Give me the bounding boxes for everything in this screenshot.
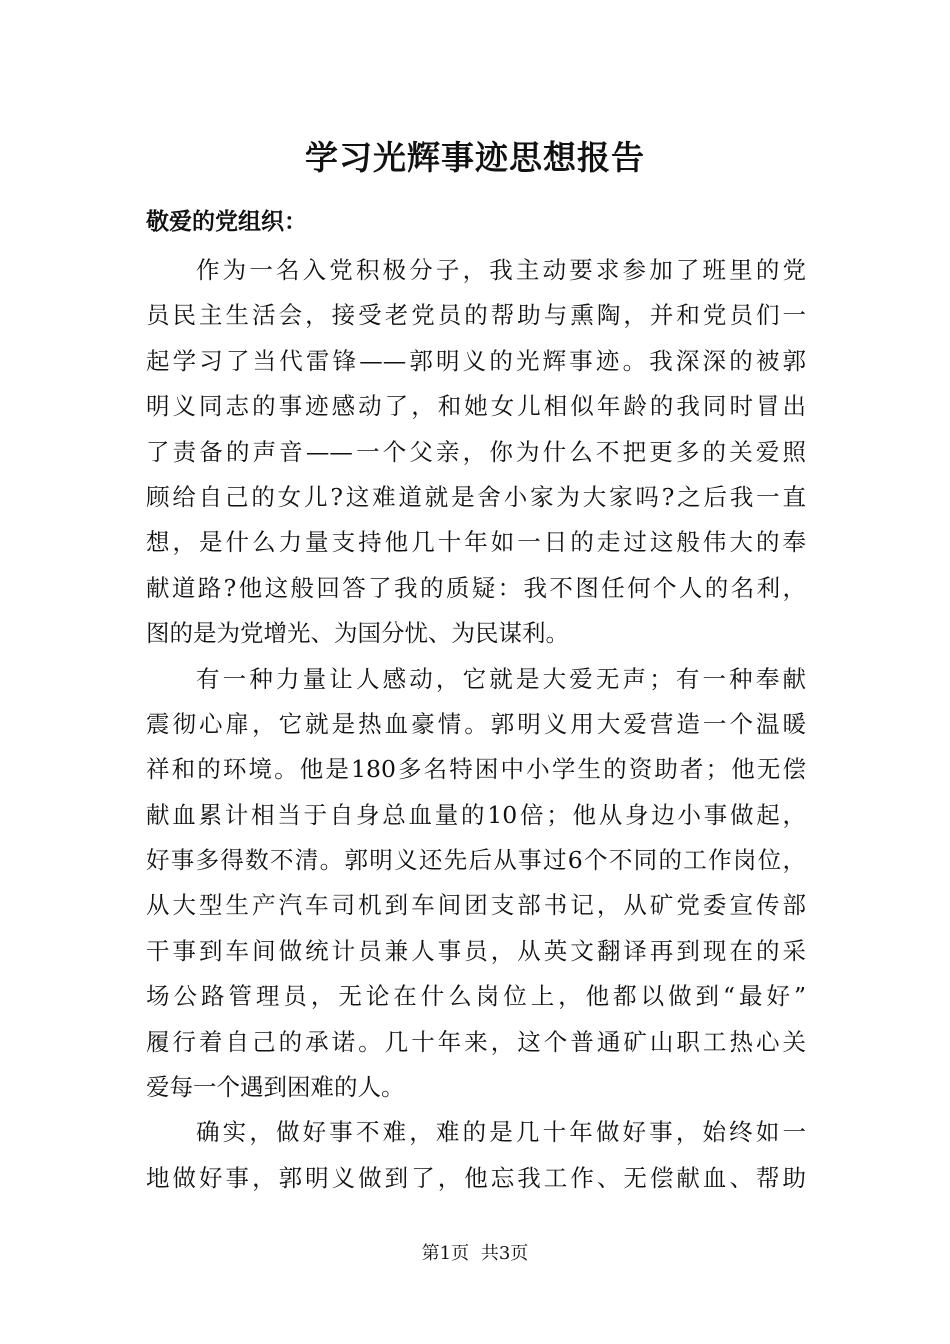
text-line: 爱每一个遇到困难的人。	[146, 1073, 405, 1102]
document-title: 学习光辉事迹思想报告	[305, 138, 645, 177]
paragraph	[146, 248, 806, 657]
text-line: 祥和的环境。他是180多名特困中小学生的资助者；他无偿	[146, 755, 806, 784]
text-line: 想，是什么力量支持他几十年如一日的走过这般伟大的奉	[146, 528, 806, 557]
salutation: 敬爱的党组织：	[146, 208, 307, 235]
page-number: 第1页	[421, 1243, 470, 1264]
text-line: 顾给自己的女儿?这难道就是舍小家为大家吗?之后我一直	[146, 482, 806, 511]
text-line: 了责备的声音——一个父亲，你为什么不把更多的关爱照	[146, 437, 806, 466]
text-line: 震彻心扉，它就是热血豪情。郭明义用大爱营造一个温暖	[146, 709, 806, 738]
text-line: 场公路管理员，无论在什么岗位上，他都以做到“最好”	[146, 982, 806, 1011]
text-line: 图的是为党增光、为国分忧、为民谋利。	[146, 619, 569, 648]
text-line: 起学习了当代雷锋——郭明义的光辉事迹。我深深的被郭	[146, 346, 806, 375]
text-line: 作为一名入党积极分子，我主动要求参加了班里的党	[196, 256, 806, 284]
paragraph	[146, 657, 806, 1111]
text-line: 献血累计相当于自身总血量的10倍；他从身边小事做起，	[146, 800, 806, 829]
text-line: 好事多得数不清。郭明义还先后从事过6个不同的工作岗位，	[146, 846, 806, 875]
text-line: 确实，做好事不难，难的是几十年做好事，始终如一	[196, 1118, 806, 1147]
text-line: 地做好事，郭明义做到了，他忘我工作、无偿献血、帮助	[146, 1163, 806, 1192]
text-line: 员民主生活会，接受老党员的帮助与熏陶，并和党员们一	[146, 301, 806, 330]
text-line: 明义同志的事迹感动了，和她女儿相似年龄的我同时冒出	[146, 392, 806, 421]
text-line: 履行着自己的承诺。几十年来，这个普通矿山职工热心关	[146, 1027, 806, 1056]
page-total: 共3页	[480, 1243, 529, 1264]
text-line: 从大型生产汽车司机到车间团支部书记，从矿党委宣传部	[146, 891, 806, 920]
text-line: 干事到车间做统计员兼人事员，从英文翻译再到现在的采	[146, 936, 806, 965]
text-line: 献道路?他这般回答了我的质疑：我不图任何个人的名利，	[146, 573, 806, 602]
page-footer	[0, 1240, 950, 1268]
text-line: 有一种力量让人感动，它就是大爱无声；有一种奉献	[196, 664, 806, 693]
paragraph	[146, 1110, 806, 1201]
document-body	[146, 248, 806, 1201]
